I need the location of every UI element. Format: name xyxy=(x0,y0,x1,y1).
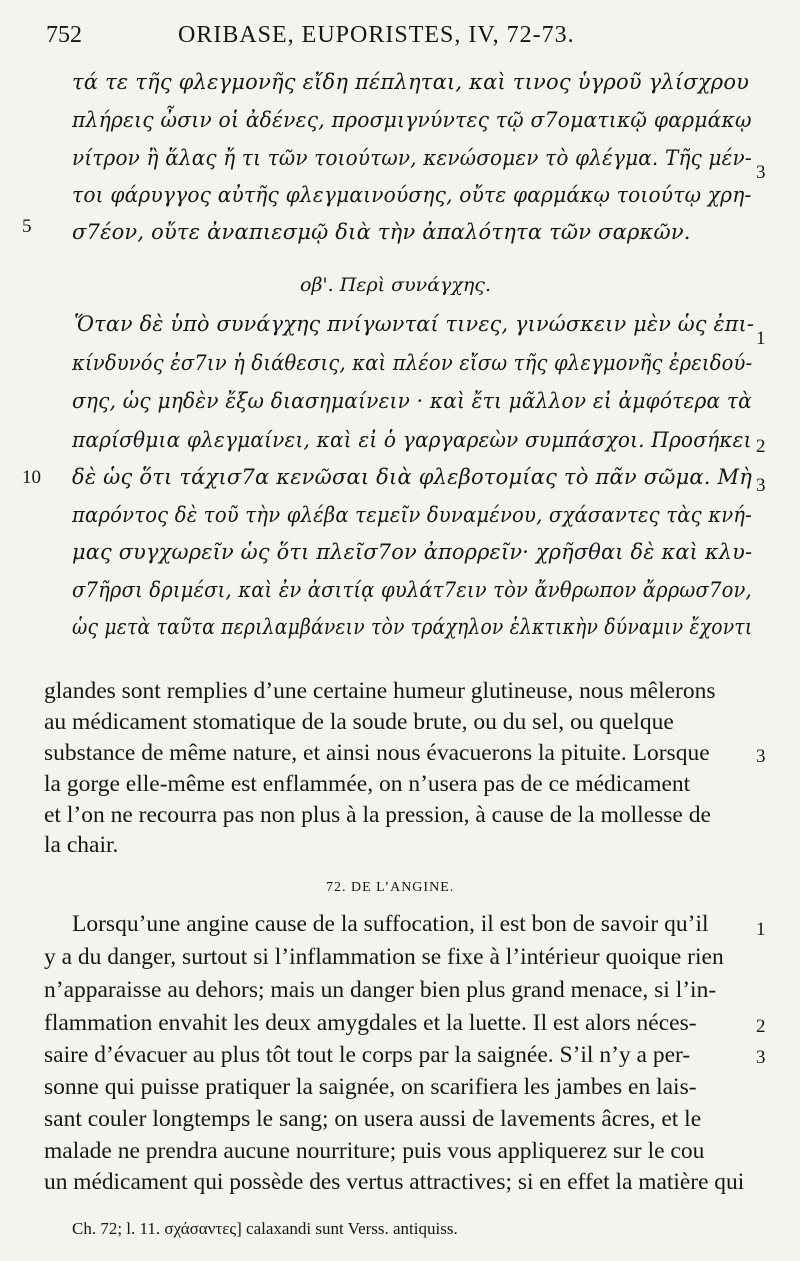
margin-number: 2 xyxy=(756,436,766,457)
margin-number: 10 xyxy=(22,467,41,488)
french-line: glandes sont remplies d’une certaine humeur glutineuse, nous mêlerons xyxy=(44,678,716,704)
greek-line: ὡς μετὰ ταῦτα περιλαμβάνειν τὸν τράχηλον ἑλκτικὴν δύναμιν ἔχοντι xyxy=(72,615,753,639)
margin-number: 5 xyxy=(22,216,32,237)
greek-line: παρίσθμια φλεγμαίνει, καὶ εἰ ὁ γαργαρεὼν συμπάσχοι. Προσήκει xyxy=(72,428,752,452)
french-line: la chair. xyxy=(44,832,119,858)
french-line: sant couler longtemps le sang; on usera aussi de lavements âcres, et le xyxy=(44,1106,702,1132)
greek-section-title: οβ'. Περὶ συνάγχης. xyxy=(300,274,491,296)
greek-line: Ὅταν δὲ ὑπὸ συνάγχης πνίγωνταί τινες, γινώσκειν μὲν ὡς ἐπι- xyxy=(74,312,755,336)
page-number: 752 xyxy=(46,22,82,48)
margin-number: 3 xyxy=(756,475,766,496)
margin-number: 2 xyxy=(756,1016,766,1037)
greek-line: δὲ ὡς ὅτι τάχισ7α κενῶσαι διὰ φλεβοτομίας τὸ πᾶν σῶμα. Μὴ xyxy=(72,465,753,489)
french-section-title: 72. DE L’ANGINE. xyxy=(326,880,455,895)
greek-line: σ7ῆρσι δριμέσι, καὶ ἐν ἀσιτίᾳ φυλάτ7ειν τὸν ἄνθρωπον ἄρρωσ7ον, xyxy=(72,578,752,602)
french-line: saire d’évacuer au plus tôt tout le corps par la saignée. S’il n’y a per- xyxy=(44,1042,691,1068)
french-line: y a du danger, surtout si l’inflammation se fixe à l’intérieur quoique rien xyxy=(44,944,724,970)
greek-line: τοι φάρυγγος αὐτῆς φλεγμαινούσης, οὔτε φαρμάκῳ τοιούτῳ χρη- xyxy=(72,183,752,207)
page-header xyxy=(40,18,720,58)
margin-number: 1 xyxy=(756,328,766,349)
french-line: n’apparaisse au dehors; mais un danger bien plus grand menace, si l’in- xyxy=(44,977,717,1003)
margin-number: 3 xyxy=(756,162,766,183)
greek-line: σ7έον, οὔτε ἀναπιεσμῷ διὰ τὴν ἀπαλότητα τῶν σαρκῶν. xyxy=(72,220,691,244)
greek-line: παρόντος δὲ τοῦ τὴν φλέβα τεμεῖν δυναμένου, σχάσαντες τὰς κνή- xyxy=(72,503,753,527)
french-line: un médicament qui possède des vertus attractives; si en effet la matière qui xyxy=(44,1169,745,1195)
margin-number: 1 xyxy=(756,919,766,940)
french-line: flammation envahit les deux amygdales et la luette. Il est alors néces- xyxy=(44,1010,697,1036)
french-line: la gorge elle-même est enflammée, on n’usera pas de ce médicament xyxy=(44,771,691,797)
margin-number: 3 xyxy=(756,746,766,767)
greek-line: κίνδυνός ἐσ7ιν ἡ διάθεσις, καὶ πλέον εἴσω τῆς φλεγμονῆς ἐρειδού- xyxy=(72,351,753,375)
greek-line: τά τε τῆς φλεγμονῆς εἴδη πέπληται, καὶ τινος ὑγροῦ γλίσχρου xyxy=(72,70,750,94)
french-line: sonne qui puisse pratiquer la saignée, on scarifiera les jambes en lais- xyxy=(44,1074,697,1100)
french-line: substance de même nature, et ainsi nous évacuerons la pituite. Lorsque xyxy=(44,740,710,766)
margin-number: 3 xyxy=(756,1047,766,1068)
greek-line: νίτρον ἢ ἅλας ἤ τι τῶν τοιούτων, κενώσομεν τὸ φλέγμα. Τῆς μέν- xyxy=(72,146,752,170)
french-line: malade ne prendra aucune nourriture; puis vous appliquerez sur le cou xyxy=(44,1138,705,1164)
greek-line: πλήρεις ὦσιν οἱ ἀδένες, προσμιγνύντες τῷ σ7οματικῷ φαρμάκῳ xyxy=(72,108,752,132)
greek-line: σης, ὡς μηδὲν ἔξω διασημαίνειν · καὶ ἔτι μᾶλλον εἰ ἀμφότερα τὰ xyxy=(72,389,752,413)
footnote: Ch. 72; l. 11. σχάσαντες] calaxandi sunt Verss. antiquiss. xyxy=(72,1219,458,1238)
greek-line: μας συγχωρεῖν ὡς ὅτι πλεῖσ7ον ἀπορρεῖν· χρῆσθαι δὲ καὶ κλυ- xyxy=(72,540,753,564)
running-title: ORIBASE, EUPORISTES, IV, 72-73. xyxy=(178,22,575,48)
french-line: Lorsqu’une angine cause de la suffocation, il est bon de savoir qu’il xyxy=(72,911,709,937)
french-line: et l’on ne recourra pas non plus à la pression, à cause de la mollesse de xyxy=(44,802,711,828)
french-line: au médicament stomatique de la soude brute, ou du sel, ou quelque xyxy=(44,709,674,735)
